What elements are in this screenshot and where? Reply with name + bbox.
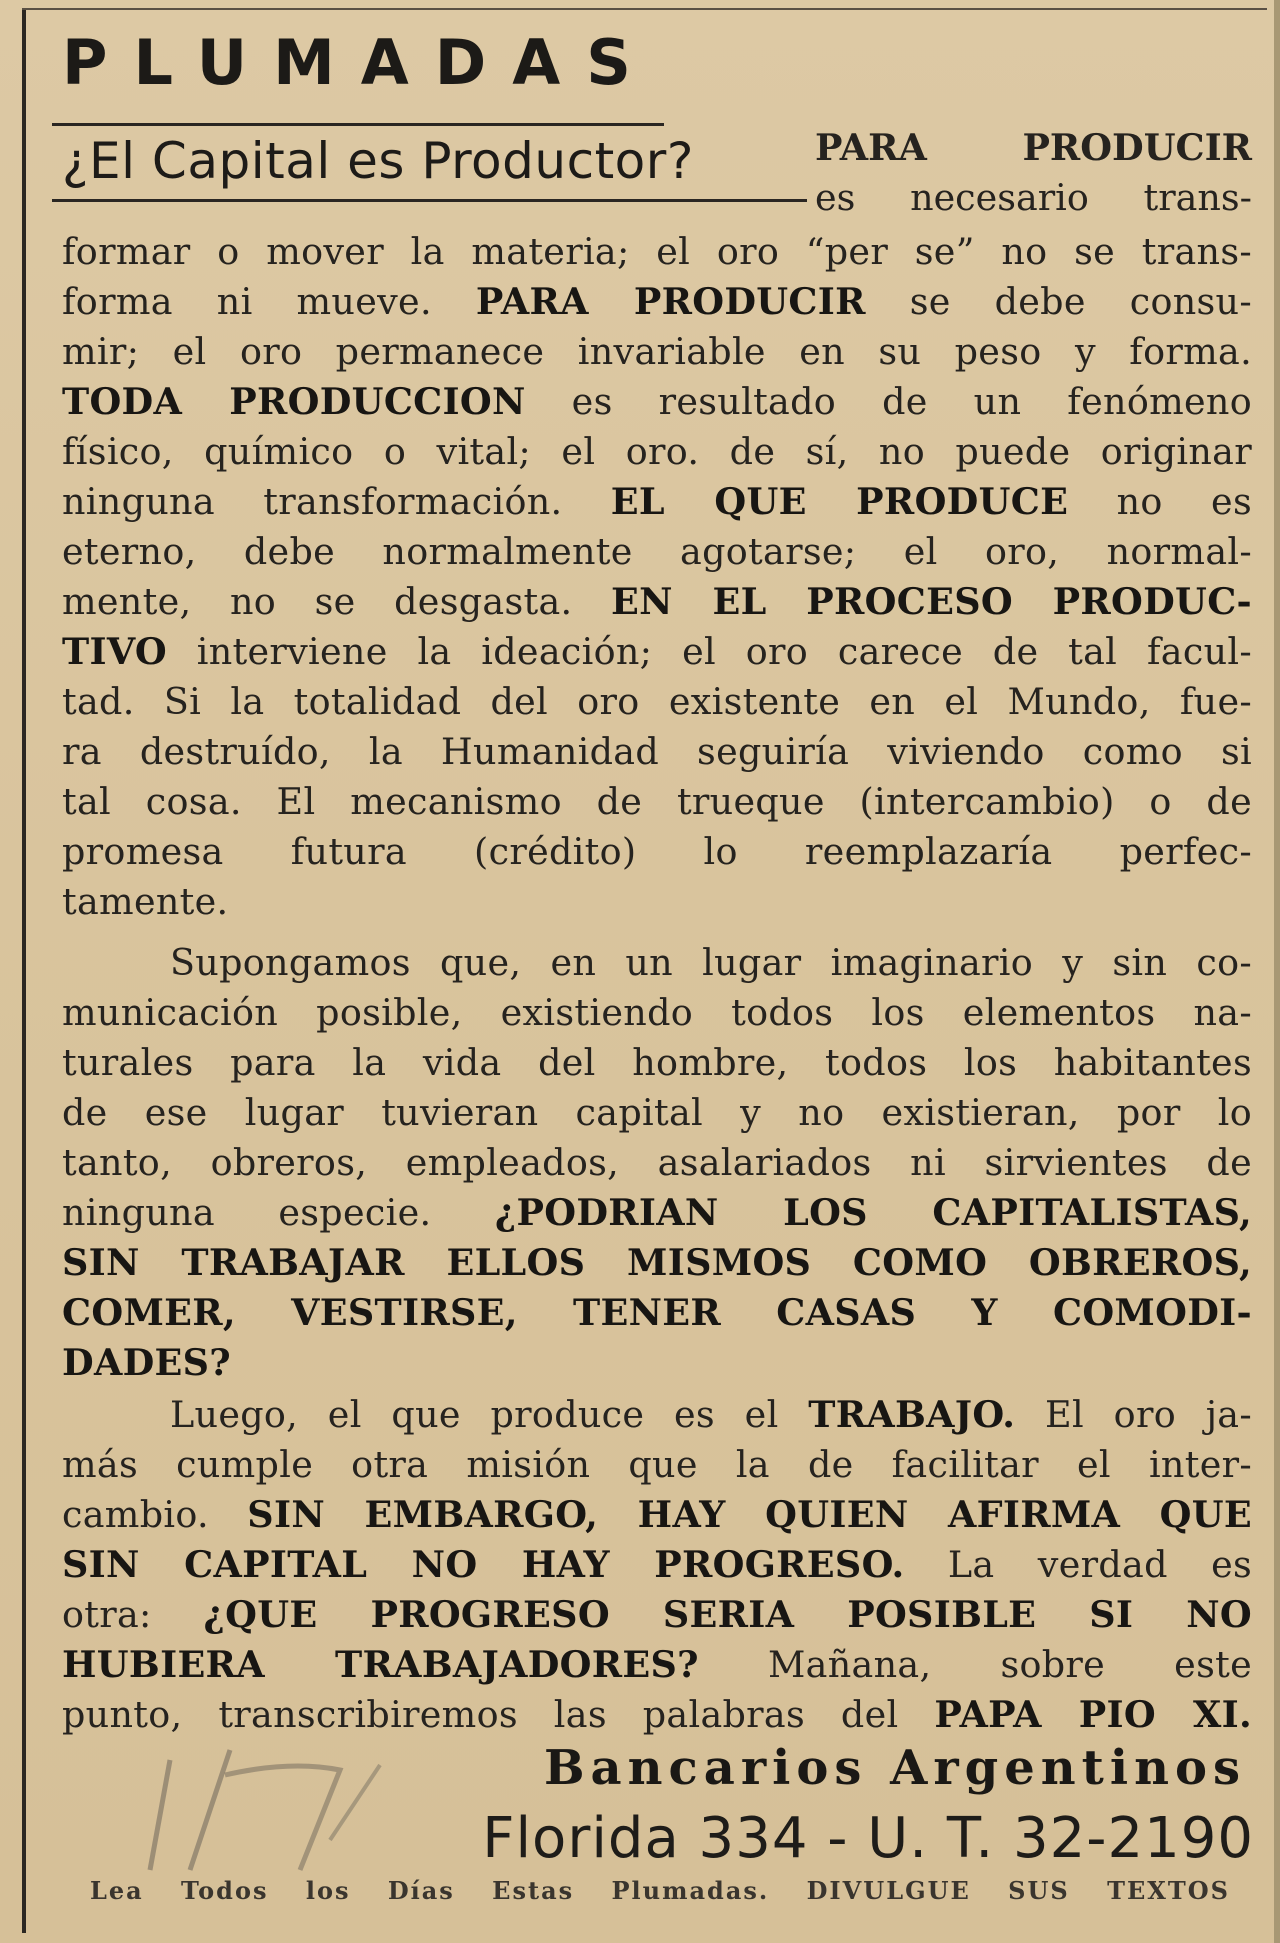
text-line: forma ni mueve. PARA PRODUCIR se debe consu- (62, 280, 1252, 323)
text-line: DADES? (62, 1341, 231, 1384)
text-line: TODA PRODUCCION es resultado de un fenómeno (62, 380, 1252, 423)
lead-line: PARA PRODUCIR (815, 126, 1252, 169)
article-headline: ¿El Capital es Productor? (62, 132, 694, 190)
text-line: cambio. SIN EMBARGO, HAY QUIEN AFIRMA QUE (62, 1493, 1253, 1536)
footer-tagline: Lea Todos los Días Estas Plumadas. DIVULGUE SUS TEXTOS (90, 1876, 1230, 1905)
text-line: tamente. (62, 880, 229, 923)
column-masthead: PLUMADAS (62, 26, 657, 99)
text-line: mente, no se desgasta. EN EL PROCESO PRODUC- (62, 580, 1252, 623)
frame-top-border (22, 8, 1267, 10)
text-line: ninguna transformación. EL QUE PRODUCE no es (62, 480, 1252, 523)
paragraph-3 (62, 1390, 1252, 1740)
signature-bancarios: Bancarios Argentinos (543, 1740, 1246, 1796)
text-line: otra: ¿QUE PROGRESO SERIA POSIBLE SI NO (62, 1593, 1252, 1636)
text-line: tad. Si la totalidad del oro existente en el Mundo, fue- (62, 680, 1252, 723)
address-line: Florida 334 - U. T. 32-2190 (482, 1806, 1254, 1871)
text-line: de ese lugar tuvieran capital y no existieran, por lo (62, 1091, 1252, 1134)
text-line: turales para la vida del hombre, todos los habitantes (62, 1041, 1252, 1084)
lead-in-text (815, 123, 1252, 223)
text-line: SIN CAPITAL NO HAY PROGRESO. La verdad es (62, 1543, 1253, 1586)
text-line: punto, transcribiremos las palabras del PAPA PIO XI. (62, 1693, 1252, 1736)
text-line: COMER, VESTIRSE, TENER CASAS Y COMODI- (62, 1291, 1252, 1334)
text-line: tal cosa. El mecanismo de trueque (intercambio) o de (62, 780, 1252, 823)
text-line: mir; el oro permanece invariable en su peso y forma. (62, 330, 1252, 373)
text-line: eterno, debe normalmente agotarse; el oro, normal- (62, 530, 1252, 573)
headline-bottom-rule (52, 199, 807, 202)
text-line: ninguna especie. ¿PODRIAN LOS CAPITALISTAS, (62, 1191, 1252, 1234)
headline-top-rule (52, 123, 664, 126)
text-line: TIVO interviene la ideación; el oro carece de tal facul- (62, 630, 1252, 673)
text-line: más cumple otra misión que la de facilitar el inter- (62, 1443, 1252, 1486)
text-line: SIN TRABAJAR ELLOS MISMOS COMO OBREROS, (62, 1241, 1252, 1284)
paragraph-2 (62, 938, 1252, 1388)
text-line: Supongamos que, en un lugar imaginario y sin co- (170, 941, 1252, 984)
text-line: HUBIERA TRABAJADORES? Mañana, sobre este (62, 1643, 1252, 1686)
text-line: promesa futura (crédito) lo reemplazaría perfec- (62, 830, 1252, 873)
text-line: físico, químico o vital; el oro. de sí, no puede originar (62, 430, 1252, 473)
text-line: municación posible, existiendo todos los elementos na- (62, 991, 1252, 1034)
lead-line: es necesario trans- (815, 176, 1252, 219)
frame-left-border (22, 8, 26, 1933)
text-line: ra destruído, la Humanidad seguiría viviendo como si (62, 730, 1252, 773)
text-line: tanto, obreros, empleados, asalariados ni sirvientes de (62, 1141, 1252, 1184)
handwritten-mark (130, 1740, 430, 1880)
text-line: Luego, el que produce es el TRABAJO. El oro ja- (170, 1393, 1253, 1436)
text-line: formar o mover la materia; el oro “per se” no se trans- (62, 230, 1252, 273)
paragraph-1 (62, 227, 1252, 927)
